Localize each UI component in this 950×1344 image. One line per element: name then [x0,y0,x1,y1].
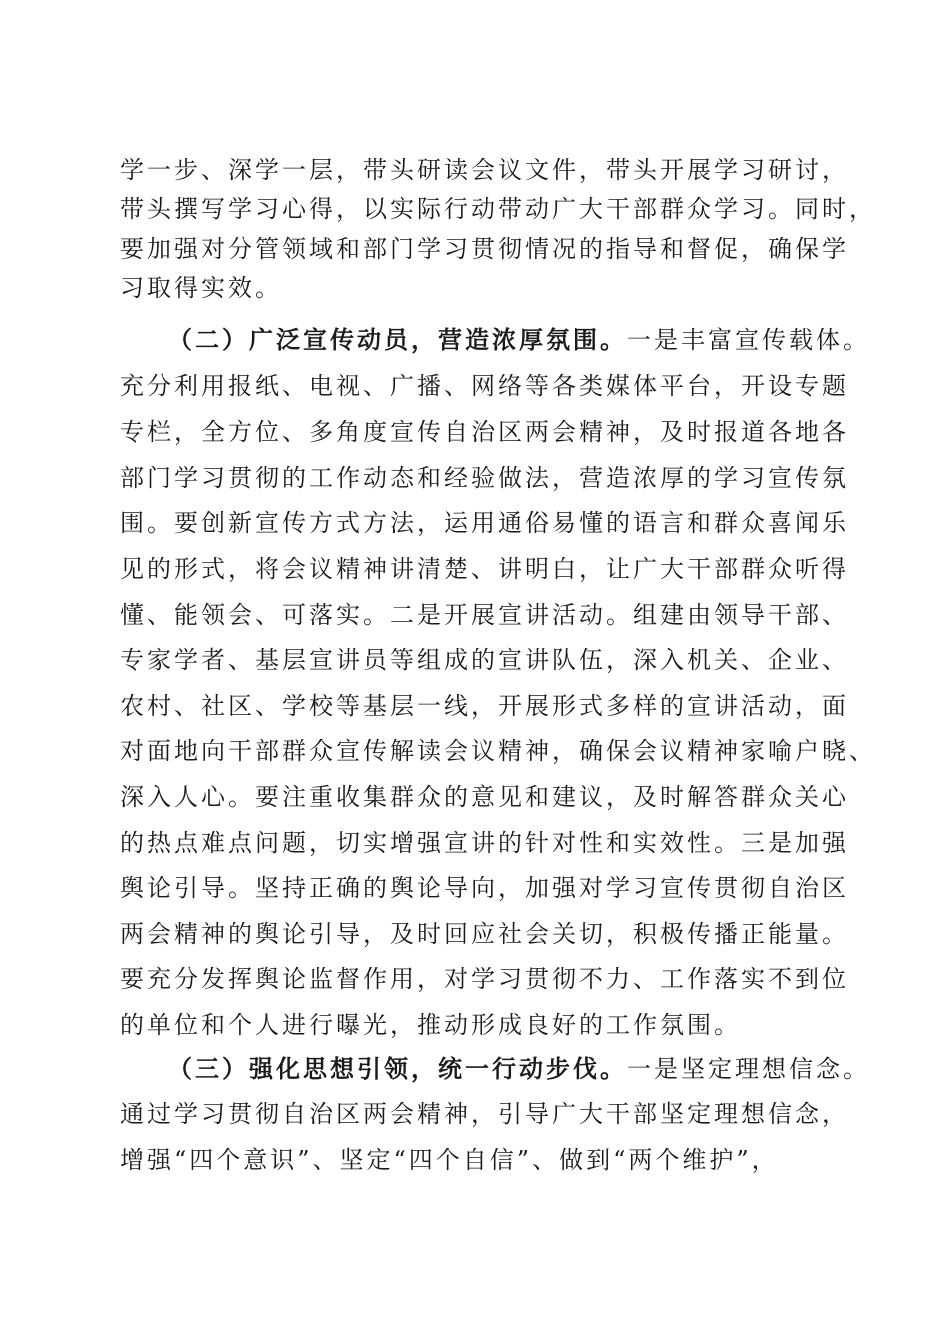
line-text: 部门学习贯彻的工作动态和经验做法，营造浓厚的学习宣传氛 [120,464,849,492]
line-text: 专家学者、基层宣讲员等组成的宣讲队伍，深入机关、企业、 [120,646,849,674]
line-text: 充分利用报纸、电视、广播、网络等各类媒体平台，开设专题 [120,372,849,400]
line-text: 增强“四个意识”、坚定“四个自信”、做到“两个维护”， [120,1146,779,1174]
line-text: 习取得实效。 [120,274,282,302]
line-text: 围。要创新宣传方式方法，运用通俗易懂的语言和群众喜闻乐 [120,509,849,537]
line-text: 对面地向干部群众宣传解读会议精神，确保会议精神家喻户晓、 [120,737,876,765]
line-text: 一是坚定理想信念。 [627,1055,870,1083]
text-line [120,956,849,1002]
line-text: 通过学习贯彻自治区两会精神，引导广大干部坚定理想信念， [120,1100,849,1128]
text-line [120,500,849,546]
text-line [120,1002,741,1048]
line-text: 带头撰写学习心得，以实际行动带动广大干部群众学习。同时， [120,195,876,223]
line-text: 的单位和个人进行曝光，推动形成良好的工作氛围。 [120,1011,741,1039]
text-line [120,820,849,866]
line-text: 要充分发挥舆论监督作用，对学习贯彻不力、工作落实不到位 [120,965,849,993]
text-line [120,637,849,683]
text-line [120,363,849,409]
text-line [120,1137,779,1183]
line-text: 见的形式，将会议精神讲清楚、讲明白，让广大干部群众听得 [120,555,849,583]
line-text: 舆论引导。坚持正确的舆论导向，加强对学习宣传贯彻自治区 [120,874,849,902]
line-text: 的热点难点问题，切实增强宣讲的针对性和实效性。三是加强 [120,829,849,857]
text-line [120,728,876,774]
text-line [120,409,849,455]
section-heading: （三）强化思想引领，统一行动步伐。 [168,1054,627,1083]
text-line [120,865,849,911]
line-text: 懂、能领会、可落实。二是开展宣讲活动。组建由领导干部、 [120,601,849,629]
text-line [120,546,849,592]
text-line [120,592,849,638]
text-line [120,683,849,729]
line-text: 要加强对分管领域和部门学习贯彻情况的指导和督促，确保学 [120,235,849,263]
line-text: 农村、社区、学校等基层一线，开展形式多样的宣讲活动，面 [120,692,849,720]
text-line [120,911,849,957]
line-text: 深入人心。要注重收集群众的意见和建议，及时解答群众关心 [120,783,849,811]
section-heading-line [168,1046,870,1092]
text-line [120,774,849,820]
text-line [120,265,282,311]
section-heading-line [168,317,870,363]
line-text: 专栏，全方位、多角度宣传自治区两会精神，及时报道各地各 [120,418,849,446]
text-line [120,1091,849,1137]
section-heading: （二）广泛宣传动员，营造浓厚氛围。 [168,325,627,354]
line-text: 一是丰富宣传载体。 [627,326,870,354]
line-text: 两会精神的舆论引导，及时回应社会关切，积极传播正能量。 [120,920,849,948]
line-text: 学一步、深学一层，带头研读会议文件，带头开展学习研讨， [120,156,849,184]
text-line [120,455,849,501]
